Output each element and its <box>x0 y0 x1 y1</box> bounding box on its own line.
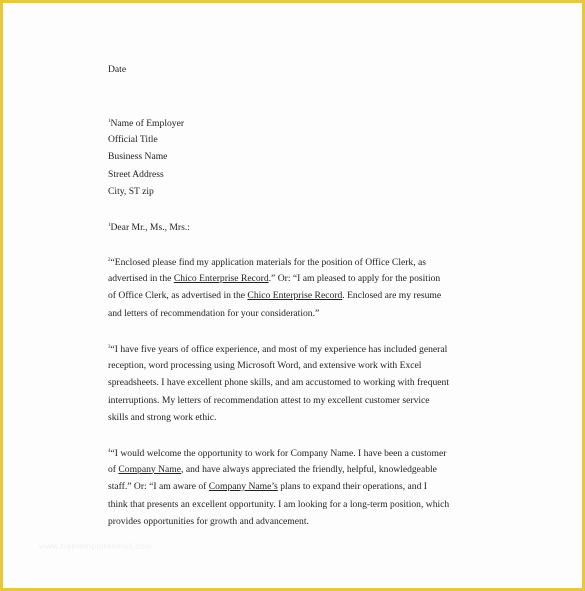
employer-name-text: Name of Employer <box>110 118 185 129</box>
paragraph-1-line-3 <box>108 287 488 305</box>
footnote-mark: 1 <box>108 223 111 228</box>
newspaper-link: Chico Enterprise Record <box>173 272 269 284</box>
paragraph-3-line-4: think that presents an excellent opportunity. I am looking for a long-term position, which <box>108 498 450 510</box>
footnote-mark: 3 <box>108 345 111 350</box>
salutation <box>108 217 488 237</box>
paragraph-3-line-5: provides opportunities for growth and advancement. <box>108 516 309 527</box>
p1-l3a: of Office Clerk, as advertised in the <box>108 290 248 301</box>
date-line: Date <box>108 64 127 75</box>
p3-l2b: , and have always appreciated the friendly, helpful, knowledgeable <box>181 463 437 475</box>
salutation-text: Dear Mr., Ms., Mrs.: <box>110 222 190 233</box>
watermark: www.freetemplatesmail.com <box>39 541 153 551</box>
paragraph-1-line-4: and letters of recommendation for your consideration.” <box>108 307 320 319</box>
paragraph-2-line-5: skills and strong work ethic. <box>108 412 217 423</box>
paragraph-2-line-3: spreadsheets. I have excellent phone skills, and am accustomed to working with frequent <box>108 377 450 388</box>
p1-l3b: . Enclosed are my resume <box>342 290 442 301</box>
city-state-zip: City, ST zip <box>108 186 154 197</box>
paragraph-3-line-2 <box>108 461 488 479</box>
newspaper-link: Chico Enterprise Record <box>247 290 343 301</box>
company-name-link: Company Name’s <box>208 481 278 492</box>
footnote-mark: 1 <box>108 119 111 124</box>
p1-l2b: .” Or: “I am pleased to apply for the position <box>268 272 441 284</box>
p3-l2a: of <box>108 463 119 475</box>
business-name: Business Name <box>108 151 168 162</box>
street-address: Street Address <box>108 168 164 180</box>
p1-l2a: advertised in the <box>108 272 174 284</box>
paragraph-2-line-2: reception, word processing using Microsoft Word, and extensive work with Excel <box>108 359 422 371</box>
paragraph-1-line-2 <box>108 270 488 288</box>
company-name-link: Company Name <box>118 463 182 475</box>
p2-l1-text: “I have five years of office experience, and most of my experience has included general <box>110 344 448 355</box>
paragraph-2-line-4: interruptions. My letters of recommendation attest to my excellent customer service <box>108 394 430 406</box>
letter-page <box>3 3 582 588</box>
official-title: Official Title <box>108 133 158 145</box>
p3-l3a: staff.” Or: “I am aware of <box>108 481 209 492</box>
footnote-mark: 4 <box>108 449 111 454</box>
paragraph-3-line-3 <box>108 478 488 496</box>
p3-l1-text: “I would welcome the opportunity to work for Company Name. I have been a customer <box>110 448 447 459</box>
p3-l3b: plans to expand their operations, and I <box>277 481 427 492</box>
p1-l1-text: “Enclosed please find my application materials for the position of Office Clerk, as <box>110 257 427 268</box>
footnote-mark: 2 <box>108 258 111 263</box>
